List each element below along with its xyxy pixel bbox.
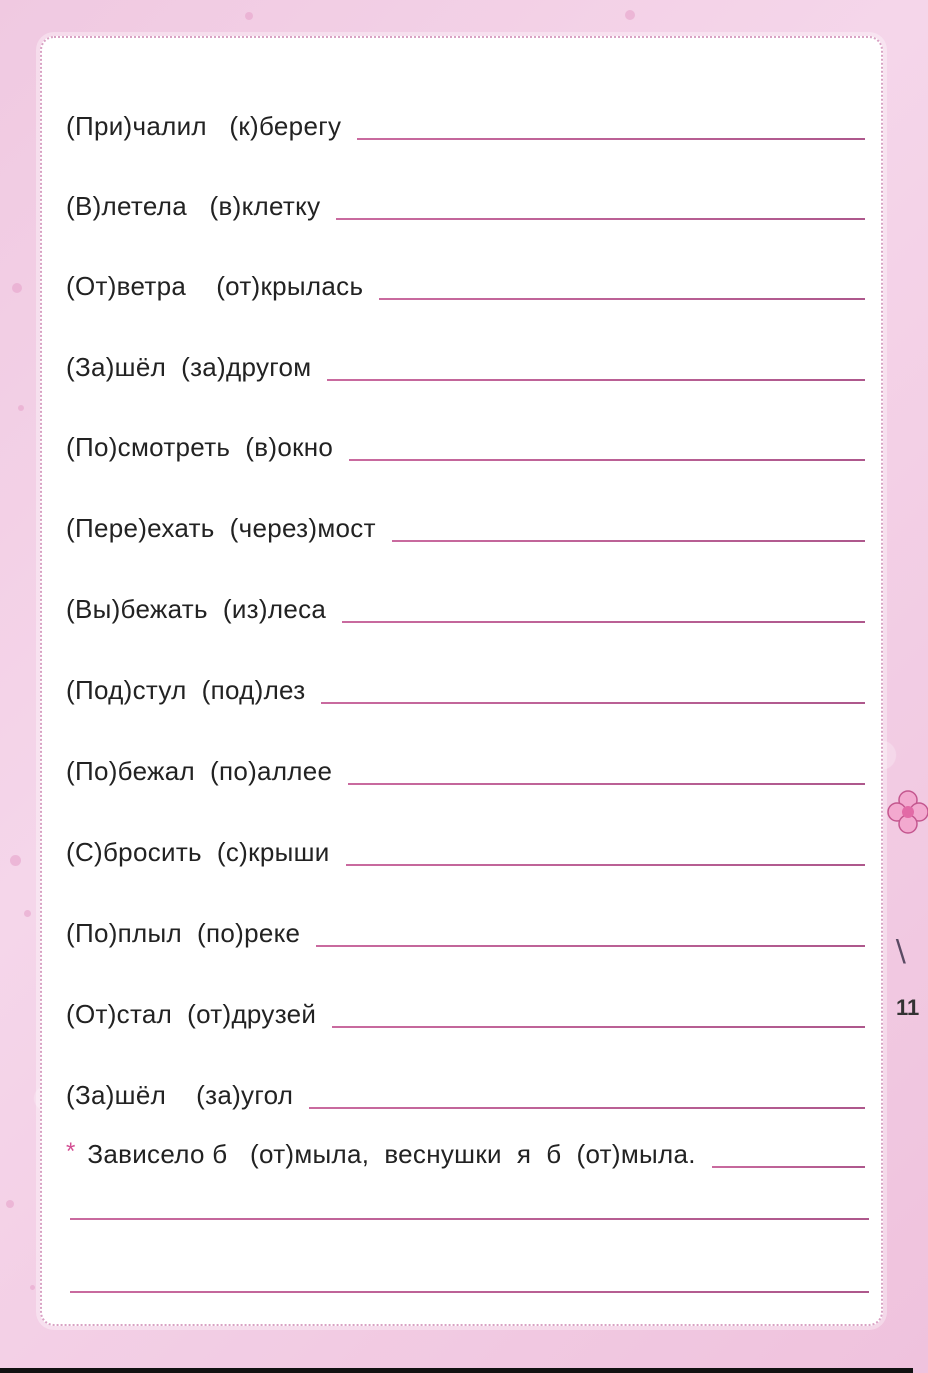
exercise-phrase: (По)бежал (по)аллее: [66, 756, 333, 786]
exercise-row: [66, 1073, 865, 1113]
page-number: 11: [896, 995, 920, 1020]
decor-dot: [245, 12, 253, 20]
exercise-phrase: (С)бросить (с)крыши: [66, 837, 330, 867]
exercise-row: [66, 830, 865, 870]
answer-line[interactable]: [309, 1107, 865, 1109]
answer-line[interactable]: [316, 945, 865, 947]
exercise-phrase: (Пере)ехать (через)мост: [66, 513, 376, 543]
answer-line[interactable]: [321, 702, 865, 704]
exercise-phrase: (По)смотреть (в)окно: [66, 432, 334, 462]
star-icon: *: [66, 1138, 76, 1165]
answer-line-extra[interactable]: [70, 1291, 869, 1293]
exercise-row: [66, 264, 865, 304]
answer-line-extra[interactable]: [70, 1218, 869, 1220]
worksheet-card: [40, 36, 883, 1326]
answer-line[interactable]: [332, 1026, 865, 1028]
answer-line[interactable]: [712, 1166, 865, 1168]
decor-dot: [30, 1285, 35, 1290]
decor-dot: [24, 910, 31, 917]
exercise-row: [66, 587, 865, 627]
exercise-row: [66, 425, 865, 465]
bonus-row: [66, 1132, 865, 1172]
exercise-phrase: (Под)стул (под)лез: [66, 675, 306, 705]
exercise-phrase: (За)шёл (за)угол: [66, 1080, 294, 1110]
exercise-phrase: (В)летела (в)клетку: [66, 191, 321, 221]
flower-icon: [888, 790, 928, 840]
exercise-phrase: (От)стал (от)друзей: [66, 999, 317, 1029]
curl-ornament-icon: ∖: [890, 936, 910, 969]
exercise-phrase: (По)плыл (по)реке: [66, 918, 301, 948]
exercise-row: [66, 184, 865, 224]
exercise-row: [66, 668, 865, 708]
exercise-row: [66, 506, 865, 546]
answer-line[interactable]: [379, 298, 865, 300]
answer-line[interactable]: [327, 379, 865, 381]
decor-dot: [6, 1200, 14, 1208]
answer-line[interactable]: [349, 459, 865, 461]
exercise-row: [66, 992, 865, 1032]
exercise-phrase: (За)шёл (за)другом: [66, 352, 312, 382]
answer-line[interactable]: [342, 621, 865, 623]
decor-dot: [18, 405, 24, 411]
exercise-row: [66, 911, 865, 951]
decor-dot: [12, 283, 22, 293]
exercise-phrase: (При)чалил (к)берегу: [66, 111, 342, 141]
exercise-phrase: (Вы)бежать (из)леса: [66, 594, 327, 624]
answer-line[interactable]: [336, 218, 865, 220]
answer-line[interactable]: [346, 864, 865, 866]
answer-line[interactable]: [357, 138, 865, 140]
scan-edge: [0, 1368, 913, 1373]
exercise-row: [66, 749, 865, 789]
exercise-row: [66, 345, 865, 385]
bonus-phrase: Зависело б (от)мыла, веснушки я б (от)мыла.: [87, 1139, 696, 1169]
decor-dot: [625, 10, 635, 20]
answer-line[interactable]: [392, 540, 865, 542]
decor-dot: [10, 855, 21, 866]
answer-line[interactable]: [348, 783, 865, 785]
exercise-row: [66, 104, 865, 144]
exercise-phrase: (От)ветра (от)крылась: [66, 271, 364, 301]
